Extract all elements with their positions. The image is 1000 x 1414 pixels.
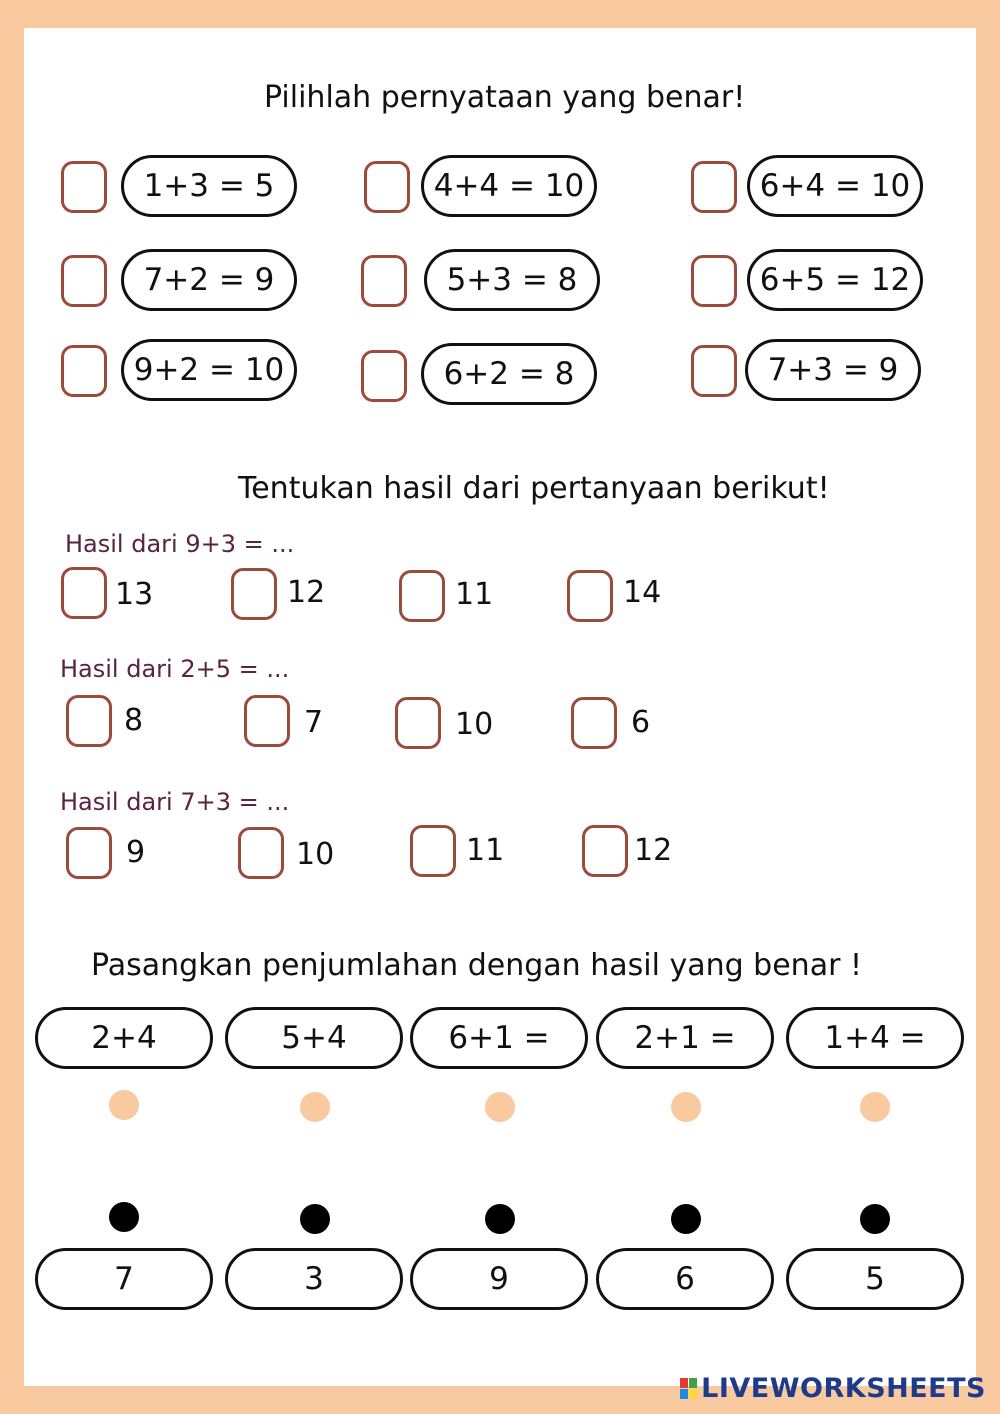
statement-label: 7+3 = 9 [745, 339, 921, 401]
statement-checkbox[interactable] [361, 350, 407, 402]
section3-title: Pasangkan penjumlahan dengan hasil yang benar ! [91, 948, 862, 983]
option-checkbox[interactable] [61, 567, 107, 619]
section1-title: Pilihlah pernyataan yang benar! [264, 80, 746, 115]
statement-label: 6+4 = 10 [747, 155, 923, 217]
match-addition-card: 6+1 = [410, 1007, 588, 1069]
match-addition-card: 2+1 = [596, 1007, 774, 1069]
option-checkbox[interactable] [395, 697, 441, 749]
option-checkbox[interactable] [399, 570, 445, 622]
match-result-card: 3 [225, 1248, 403, 1310]
option-label: 11 [455, 577, 494, 612]
match-result-card: 9 [410, 1248, 588, 1310]
option-label: 7 [304, 705, 324, 740]
option-checkbox[interactable] [410, 825, 456, 877]
option-label: 9 [126, 835, 146, 870]
statement-checkbox[interactable] [361, 255, 407, 307]
option-checkbox[interactable] [244, 695, 290, 747]
statement-label: 9+2 = 10 [121, 339, 297, 401]
brand-name: LIVEWORKSHEETS [701, 1373, 986, 1404]
match-source-dot[interactable] [671, 1092, 701, 1122]
option-checkbox[interactable] [238, 827, 284, 879]
option-label: 12 [634, 833, 673, 868]
option-checkbox[interactable] [66, 695, 112, 747]
option-label: 6 [631, 705, 651, 740]
match-result-card: 6 [596, 1248, 774, 1310]
worksheet-page [24, 28, 976, 1386]
match-target-dot[interactable] [671, 1204, 701, 1234]
option-label: 11 [466, 833, 505, 868]
statement-checkbox[interactable] [691, 161, 737, 213]
statement-label: 4+4 = 10 [421, 155, 597, 217]
option-checkbox[interactable] [571, 697, 617, 749]
option-label: 13 [115, 577, 154, 612]
match-source-dot[interactable] [109, 1090, 139, 1120]
section2-title: Tentukan hasil dari pertanyaan berikut! [238, 471, 830, 506]
liveworksheets-logo-icon [680, 1378, 697, 1399]
match-result-card: 7 [35, 1248, 213, 1310]
option-label: 10 [455, 707, 494, 742]
match-target-dot[interactable] [109, 1202, 139, 1232]
option-checkbox[interactable] [66, 827, 112, 879]
statement-checkbox[interactable] [364, 161, 410, 213]
statement-checkbox[interactable] [61, 345, 107, 397]
match-target-dot[interactable] [300, 1204, 330, 1234]
option-label: 8 [124, 703, 144, 738]
match-addition-card: 2+4 [35, 1007, 213, 1069]
option-label: 10 [296, 837, 335, 872]
question-text: Hasil dari 9+3 = ... [65, 530, 295, 558]
match-addition-card: 1+4 = [786, 1007, 964, 1069]
option-checkbox[interactable] [567, 570, 613, 622]
statement-checkbox[interactable] [61, 161, 107, 213]
liveworksheets-logo [680, 1373, 986, 1404]
statement-label: 7+2 = 9 [121, 249, 297, 311]
question-text: Hasil dari 2+5 = ... [60, 655, 290, 683]
statement-checkbox[interactable] [691, 345, 737, 397]
statement-label: 6+5 = 12 [747, 249, 923, 311]
option-label: 12 [287, 575, 326, 610]
statement-checkbox[interactable] [691, 255, 737, 307]
statement-label: 1+3 = 5 [121, 155, 297, 217]
question-text: Hasil dari 7+3 = ... [60, 788, 290, 816]
match-target-dot[interactable] [485, 1204, 515, 1234]
match-source-dot[interactable] [300, 1092, 330, 1122]
option-label: 14 [623, 575, 662, 610]
option-checkbox[interactable] [582, 825, 628, 877]
statement-checkbox[interactable] [61, 255, 107, 307]
match-addition-card: 5+4 [225, 1007, 403, 1069]
match-target-dot[interactable] [860, 1204, 890, 1234]
statement-label: 6+2 = 8 [421, 343, 597, 405]
match-source-dot[interactable] [485, 1092, 515, 1122]
match-result-card: 5 [786, 1248, 964, 1310]
option-checkbox[interactable] [231, 568, 277, 620]
statement-label: 5+3 = 8 [424, 249, 600, 311]
match-source-dot[interactable] [860, 1092, 890, 1122]
